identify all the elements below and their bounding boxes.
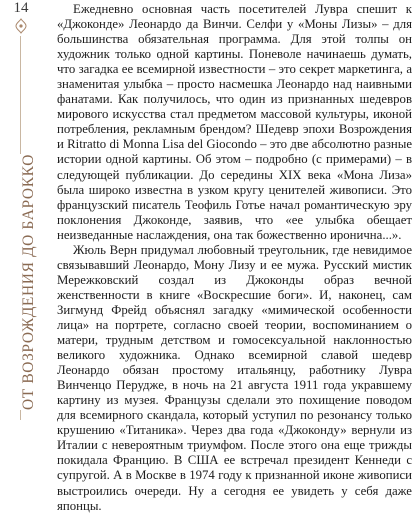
page-number: 14 (13, 0, 29, 16)
fleuron-ornament-icon (14, 18, 28, 34)
running-head: ОТ ВОЗРОЖДЕНИЯ ДО БАРОККО (20, 154, 37, 410)
page-margin (0, 0, 52, 420)
margin-rule-bottom (20, 410, 21, 420)
body-text (57, 2, 412, 514)
paragraph: Жюль Верн придумал любовный треугольник, где невидимое связывавший Леонардо, Мону Лизу и ее мужа. Русский мистик Мережковский создал из Джоконды образ вечной женственности в книге «Воскресшие боги». И, наконец, сам Зигмунд Фрейд объяснял загадку «мимической особенности лица» на портрете, согласно своей теории, воспоминанием о матери, трудным детством и гомосексуальной наклонностью великого художника. Однако всемирной славой шедевр Леонардо обязан простому итальянцу, работнику Лувра Винченцо Перудже, в ночь на 21 августа 1911 года укравшему картину из музея. Французы сделали это похищение поводом для всемирного скандала, который уступил по резонансу только крушению «Титаника». Через два года «Джоконду» вернули из Италии с невероятным триумфом. После этого она еще трижды покидала Францию. В США ее встречал президент Кеннеди с супругой. А в Москве в 1974 году к признанной иконе живописи выстроились очереди. Ну а сегодня ее увидеть у себя даже японцы. (57, 242, 412, 513)
paragraph: Ежедневно основная часть посетителей Лувра спешит к «Джоконде» Леонардо да Винчи. Селфи у «Моны Лизы» – для большинства обязательная программа. Для этой толпы он художник только одной картины. Поневоле начинаешь думать, что загадка ее всемирной известности – это секрет маркетинга, а знаменитая улыбка – просто насмешка Леонардо над наивными фанатами. Как получилось, что один из признанных шедевров мирового искусства стал предметом массовой культуры, иконой потребления, рекламным брендом? Шедевр эпохи Возрождения и Ritratto di Monna Lisa del Giocondo – это две абсолютно разные истории одной картины. Об этом – подробно (с примерами) – в следующей публикации. До середины XIX века «Мона Лиза» была широко известна в узком кругу ценителей живописи. Это французский писатель Теофиль Готье начал романтическую эру поклонения Джоконде, заявив, что «ее улыбка обещает неизведанные наслаждения, она так божественно иронична...». (57, 2, 412, 242)
margin-rule-top (20, 36, 21, 154)
